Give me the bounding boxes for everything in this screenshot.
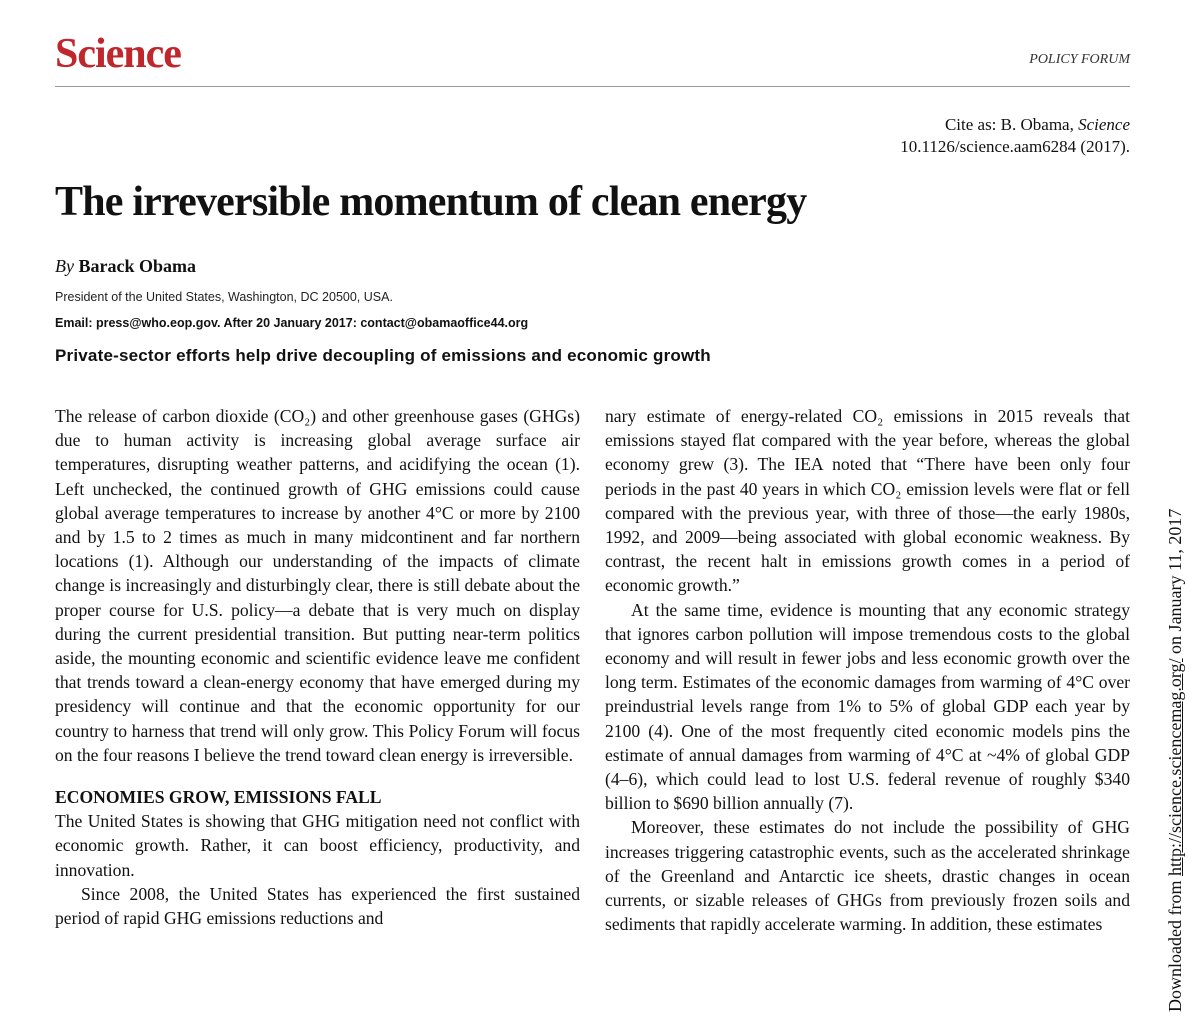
- download-note: [1165, 509, 1186, 1012]
- paragraph-catastrophic: Moreover, these estimates do not include the possibility of GHG increases triggering catastrophic events, such as the accelerated shrinkage of the Greenland and Antarctic ice sheets, drastic changes in ocean currents, or sizable releases of GHGs from previously frozen soils and sediments that rapidly accelerate warming. In addition, these estimates: [605, 817, 1130, 935]
- download-link[interactable]: http://science.sciencemag.org/: [1165, 658, 1185, 877]
- journal-masthead: Science: [55, 31, 181, 77]
- author-name: Barack Obama: [78, 256, 196, 276]
- header-rule: [55, 86, 1130, 87]
- section-label: POLICY FORUM: [1029, 52, 1130, 67]
- body-column-right: [605, 404, 1130, 936]
- body-column-left: [55, 404, 580, 930]
- author-affiliation: President of the United States, Washington, DC 20500, USA.: [55, 290, 393, 304]
- citation-doi: 10.1126/science.aam6284 (2017).: [900, 137, 1130, 156]
- byline-by: By: [55, 256, 74, 276]
- citation-block: [900, 114, 1130, 158]
- download-note-prefix: Downloaded from: [1165, 876, 1185, 1012]
- paragraph-iea: nary estimate of energy-related CO₂ emissions in 2015 reveals that emissions stayed flat compared with the year before, whereas the global economy grew (3). The IEA noted that “There have been only four periods in the past 40 years in which CO₂ emission levels were flat or fell compared with the previous year, with three of those—the early 1980s, 1992, and 2009—being associated with global economic weakness. By contrast, the recent halt in emissions growth comes in a period of economic growth.”: [605, 406, 1130, 596]
- citation-line-1: [900, 114, 1130, 136]
- section-heading: ECONOMIES GROW, EMISSIONS FALL: [55, 787, 382, 808]
- paragraph-section-1: The United States is showing that GHG mitigation need not conflict with economic growth. Rather, it can boost efficiency, productivity, and innovation.: [55, 811, 580, 880]
- article-summary: Private-sector efforts help drive decoupling of emissions and economic growth: [55, 346, 711, 365]
- article-title: The irreversible momentum of clean energy: [55, 179, 807, 225]
- byline: [55, 256, 196, 277]
- author-email: Email: press@who.eop.gov. After 20 January 2017: contact@obamaoffice44.org: [55, 316, 529, 330]
- paragraph-costs: At the same time, evidence is mounting that any economic strategy that ignores carbon pollution will impose tremendous costs to the global economy and will result in fewer jobs and less economic growth over the long term. Estimates of the economic damages from warming of 4°C over preindustrial levels range from 1% to 5% of global GDP each year by 2100 (4). One of the most frequently cited economic models pins the estimate of annual damages from warming of 4°C at ~4% of global GDP (4–6), which could lead to lost U.S. federal revenue of roughly $340 billion to $690 billion annually (7).: [605, 599, 1130, 814]
- download-note-suffix: on January 11, 2017: [1165, 508, 1185, 659]
- citation-prefix: Cite as: B. Obama,: [944, 115, 1079, 134]
- paragraph-section-2: Since 2008, the United States has experienced the first sustained period of rapid GHG emissions reductions and: [55, 883, 580, 929]
- paragraph-intro: The release of carbon dioxide (CO₂) and other greenhouse gases (GHGs) due to human activity is increasing global average surface air temperatures, disrupting weather patterns, and acidifying the ocean (1). Left unchecked, the continued growth of GHG emissions could cause global average temperatures to increase by another 4°C or more by 2100 and by 1.5 to 2 times as much in many midcontinent and far northern locations (1). Although our understanding of the impacts of climate change is increasingly and disturbingly clear, there is still debate about the proper course for U.S. policy—a debate that is very much on display during the current presidential transition. But putting near-term politics aside, the mounting economic and scientific evidence leave me confident that trends toward a clean-energy economy that have emerged during my presidency will continue and that the economic opportunity for our country to harness that trend will only grow. This Policy Forum will focus on the four reasons I believe the trend toward clean energy is irreversible.: [55, 406, 580, 765]
- citation-journal: Science: [1078, 115, 1130, 134]
